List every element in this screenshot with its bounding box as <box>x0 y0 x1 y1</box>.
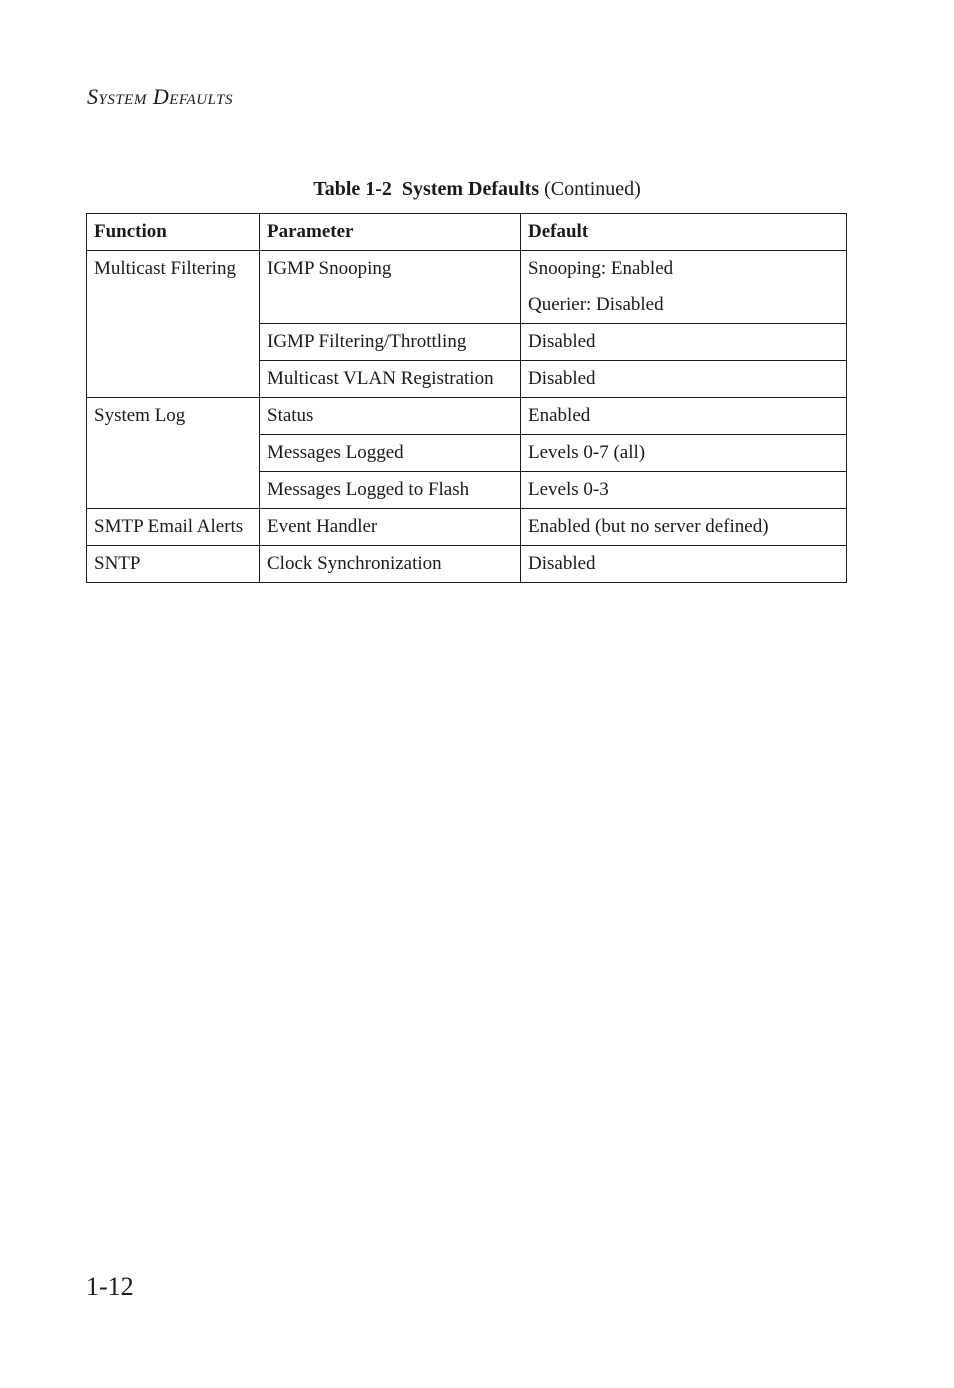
default-cell: Levels 0-7 (all) <box>521 435 847 472</box>
running-head: System Defaults <box>87 84 234 109</box>
default-cell: Enabled <box>521 398 847 435</box>
table-row <box>87 509 847 546</box>
table-caption-label: Table 1-2 <box>313 178 392 200</box>
function-cell: System Log <box>87 398 260 509</box>
table-row <box>87 398 847 435</box>
header-function: Function <box>87 214 260 251</box>
parameter-cell: Messages Logged to Flash <box>260 472 521 509</box>
header-default: Default <box>521 214 847 251</box>
parameter-cell: Multicast VLAN Registration <box>260 361 521 398</box>
parameter-cell: IGMP Snooping <box>260 251 521 324</box>
parameter-cell: IGMP Filtering/Throttling <box>260 324 521 361</box>
table-caption-title: System Defaults <box>401 178 540 200</box>
default-cell <box>521 251 847 324</box>
default-cell: Enabled (but no server defined) <box>521 509 847 546</box>
default-cell: Disabled <box>521 361 847 398</box>
default-cell: Disabled <box>521 546 847 583</box>
parameter-cell: Messages Logged <box>260 435 521 472</box>
table-row <box>87 251 847 324</box>
table-header-row <box>87 214 847 251</box>
default-value: Querier: Disabled <box>528 294 664 315</box>
table-caption-suffix: (Continued) <box>544 178 641 200</box>
system-defaults-table <box>86 213 847 583</box>
parameter-cell: Status <box>260 398 521 435</box>
default-value: Snooping: Enabled <box>528 258 674 279</box>
header-parameter: Parameter <box>260 214 521 251</box>
parameter-cell: Clock Synchronization <box>260 546 521 583</box>
table-row <box>87 546 847 583</box>
function-cell: SNTP <box>87 546 260 583</box>
table-caption <box>0 178 954 201</box>
function-cell: Multicast Filtering <box>87 251 260 398</box>
function-cell: SMTP Email Alerts <box>87 509 260 546</box>
parameter-cell: Event Handler <box>260 509 521 546</box>
default-cell: Levels 0-3 <box>521 472 847 509</box>
page-number: 1-12 <box>86 1272 134 1301</box>
default-cell: Disabled <box>521 324 847 361</box>
